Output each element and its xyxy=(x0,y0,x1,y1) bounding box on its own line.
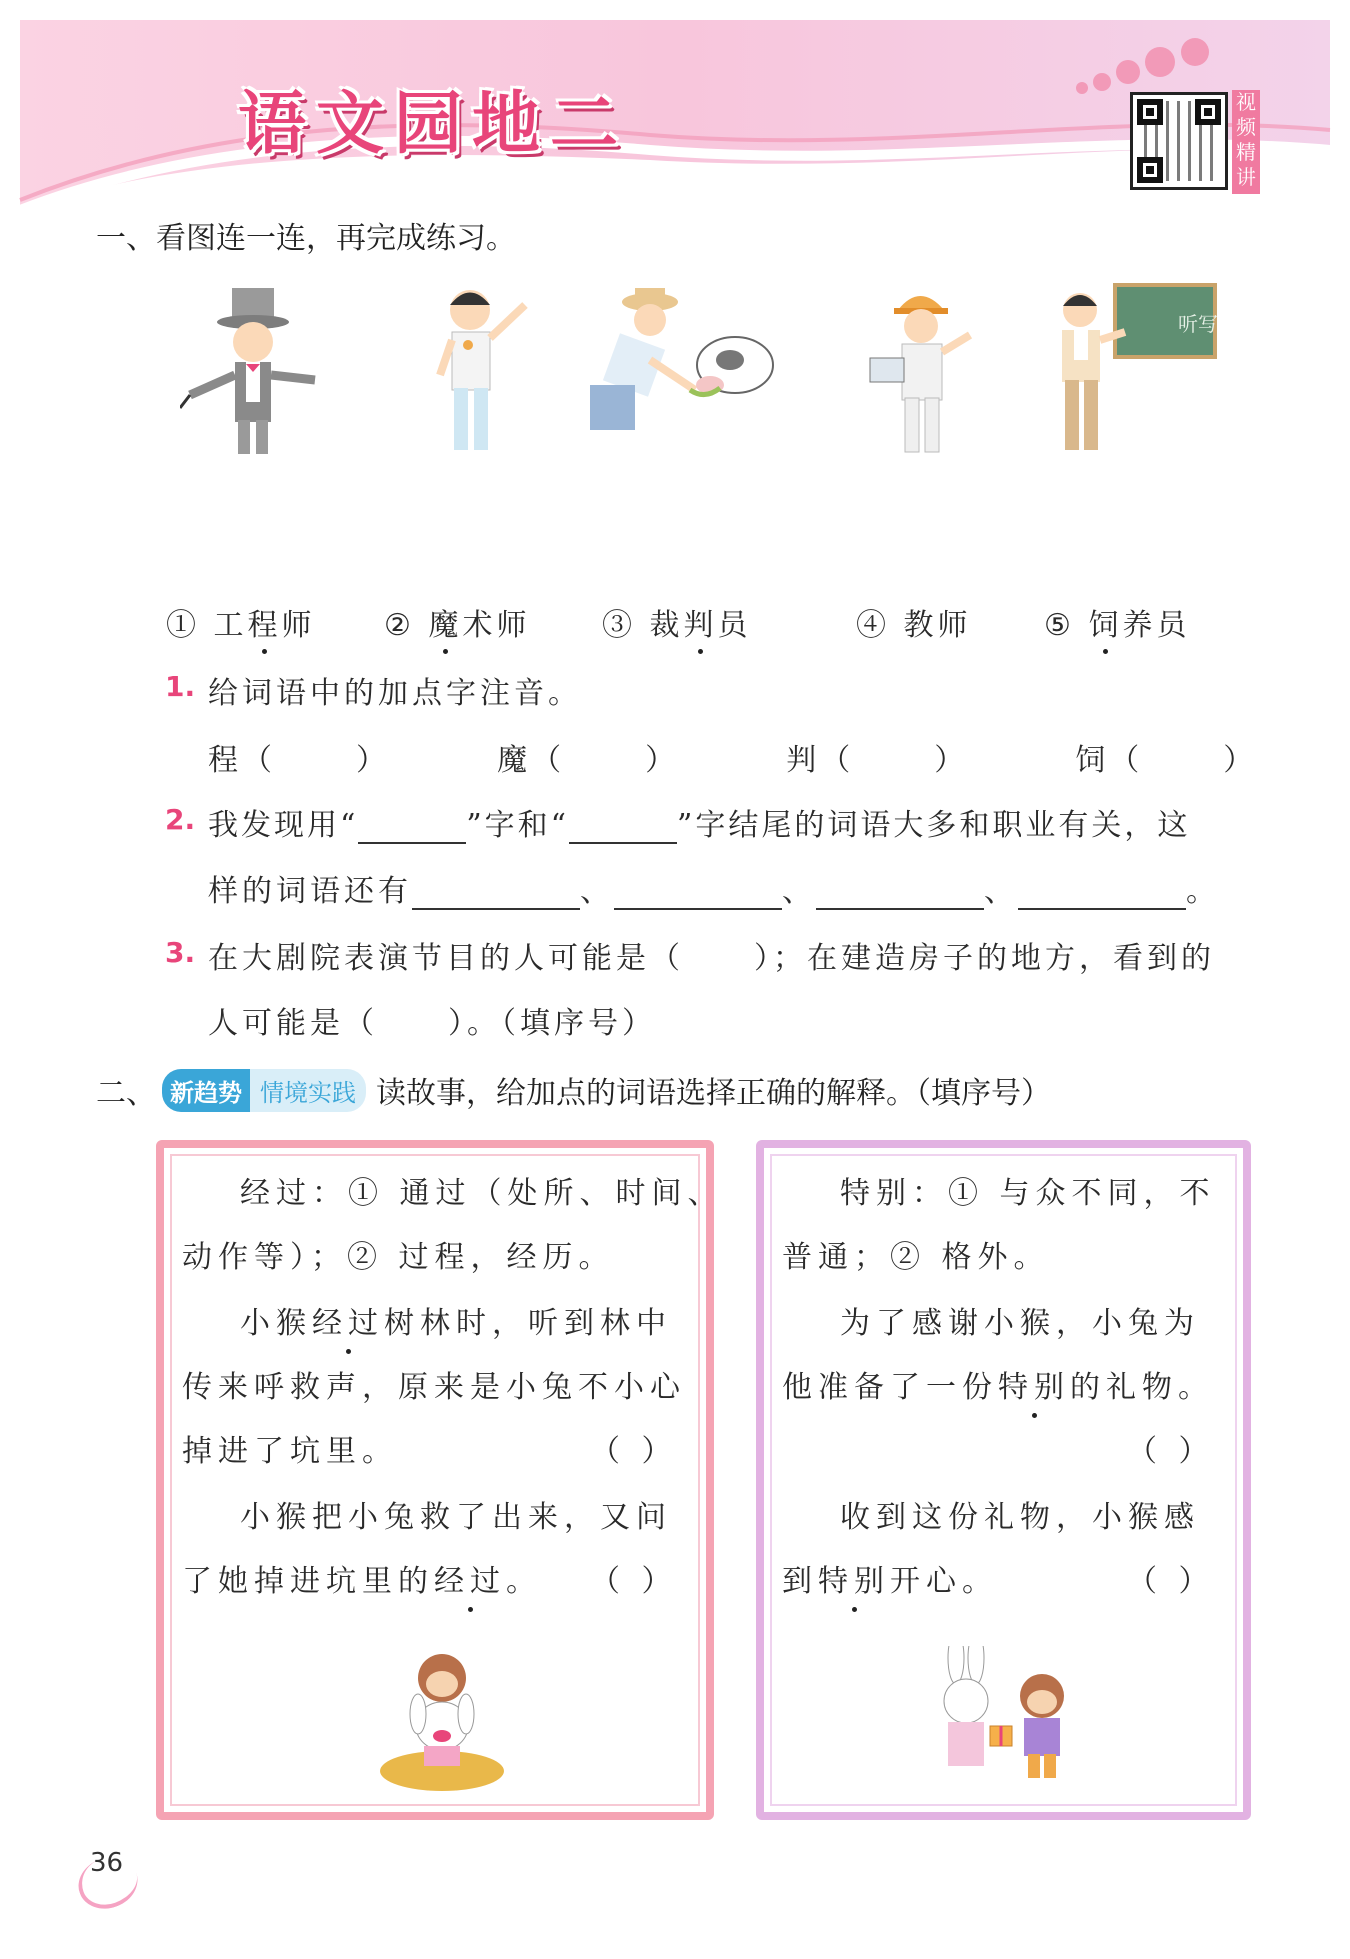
left-p1-line1: 小猴经过树林时，听到林中 xyxy=(240,1304,672,1344)
section2-number: 二、 xyxy=(96,1076,156,1111)
board-text: 听写 xyxy=(1178,312,1218,336)
qr-label: 视频精讲 xyxy=(1232,90,1260,194)
left-p1-line3: 掉进了坑里。 xyxy=(182,1434,398,1469)
q1-number: 1. xyxy=(165,670,196,703)
right-story-box xyxy=(756,1140,1251,1820)
q1-answers: 程（ ） 魔（ ） 判（ ） 饲（ ） xyxy=(208,743,1258,778)
section2-heading-text: 读故事，给加点的词语选择正确的解释。（填序号） xyxy=(376,1076,1051,1111)
teacher-figure[interactable] xyxy=(1040,280,1220,460)
engineer-figure[interactable] xyxy=(850,280,1000,460)
right-p1-line2: 他准备了一份特别的礼物。 xyxy=(782,1368,1214,1408)
q2-line1: 我发现用“ ”字和“ ”字结尾的词语大多和职业有关，这 xyxy=(208,808,1191,843)
q1-char-1: 程 xyxy=(208,743,242,778)
q2-blank-5[interactable] xyxy=(816,880,984,910)
magician-figure[interactable] xyxy=(180,280,330,460)
q1-char-3: 判 xyxy=(786,743,821,778)
right-answer-1[interactable]: （ ） xyxy=(1127,1434,1215,1469)
trend-tag xyxy=(162,1071,366,1109)
q1-char-4: 饲 xyxy=(1075,743,1110,778)
left-story-box xyxy=(156,1140,724,1820)
q2-number: 2. xyxy=(165,803,196,836)
right-def-line2: 普通；② 格外。 xyxy=(782,1240,1050,1275)
referee-figure[interactable] xyxy=(400,280,550,460)
q2-blank-2[interactable] xyxy=(569,814,677,844)
left-def-line1: 经过：① 通过（处所、时间、 xyxy=(240,1176,724,1211)
practice-tag-label: 情境实践 xyxy=(250,1069,366,1112)
page-title: 语文园地二 xyxy=(238,85,629,164)
right-p1-line1: 为了感谢小猴，小兔为 xyxy=(840,1306,1200,1341)
rabbit-gift-monkey-illustration xyxy=(912,1646,1092,1796)
option-4[interactable]: ④ 教师 xyxy=(856,608,972,643)
right-p2-line1: 收到这份礼物，小猴感 xyxy=(840,1500,1200,1535)
trend-tag-label: 新趋势 xyxy=(162,1069,250,1112)
option-3[interactable]: ③ 裁判员 xyxy=(602,600,752,644)
section1-heading: 一、看图连一连，再完成练习。 xyxy=(96,221,516,256)
option-5[interactable]: ⑤ 饲养员 xyxy=(1044,600,1190,644)
left-p1-line2: 传来呼救声，原来是小兔不小心 xyxy=(182,1370,686,1405)
q3-line1: 在大剧院表演节目的人可能是（ ）；在建造房子的地方，看到的 xyxy=(208,941,1215,976)
q2-line2: 样的词语还有 、 、 、 。 xyxy=(208,874,1220,909)
left-def-line2: 动作等）；② 过程，经历。 xyxy=(182,1240,615,1275)
options-row xyxy=(166,600,1226,650)
left-p2-line2: 了她掉进坑里的经过。 xyxy=(182,1562,542,1602)
header-banner xyxy=(0,0,1350,230)
dotted-word-jingguo-2: 经过 xyxy=(434,1562,506,1602)
q1-text: 给词语中的加点字注音。 xyxy=(208,676,582,711)
figures-row xyxy=(160,280,1220,470)
q2-blank-1[interactable] xyxy=(358,814,466,844)
monkey-rabbit-hole-illustration xyxy=(372,1646,512,1796)
right-answer-2[interactable]: （ ） xyxy=(1127,1564,1215,1599)
dotted-word-jingguo-1: 经过 xyxy=(312,1304,384,1344)
left-answer-2[interactable]: （ ） xyxy=(590,1564,678,1599)
left-p2-line1: 小猴把小兔救了出来，又问 xyxy=(240,1500,672,1535)
right-def-line1: 特别：① 与众不同，不 xyxy=(840,1176,1216,1211)
right-p2-line2: 到特别开心。 xyxy=(782,1562,998,1602)
q2-blank-6[interactable] xyxy=(1018,880,1186,910)
q2-blank-3[interactable] xyxy=(412,880,580,910)
page-number: 36 xyxy=(90,1848,124,1878)
dotted-word-tebie-1: 特别 xyxy=(998,1368,1070,1408)
qr-code[interactable] xyxy=(1130,92,1228,190)
option-1[interactable]: ① 工程师 xyxy=(166,600,316,644)
dotted-word-tebie-2: 特别 xyxy=(818,1562,890,1602)
q3-number: 3. xyxy=(165,936,196,969)
left-answer-1[interactable]: （ ） xyxy=(590,1434,678,1469)
q2-blank-4[interactable] xyxy=(614,880,782,910)
q3-line2: 人可能是（ ）。（填序号） xyxy=(208,1006,656,1041)
option-2[interactable]: ② 魔术师 xyxy=(384,600,530,644)
q1-char-2: 魔 xyxy=(497,743,532,778)
feeder-figure[interactable] xyxy=(580,280,780,460)
section2-heading xyxy=(96,1068,1051,1112)
